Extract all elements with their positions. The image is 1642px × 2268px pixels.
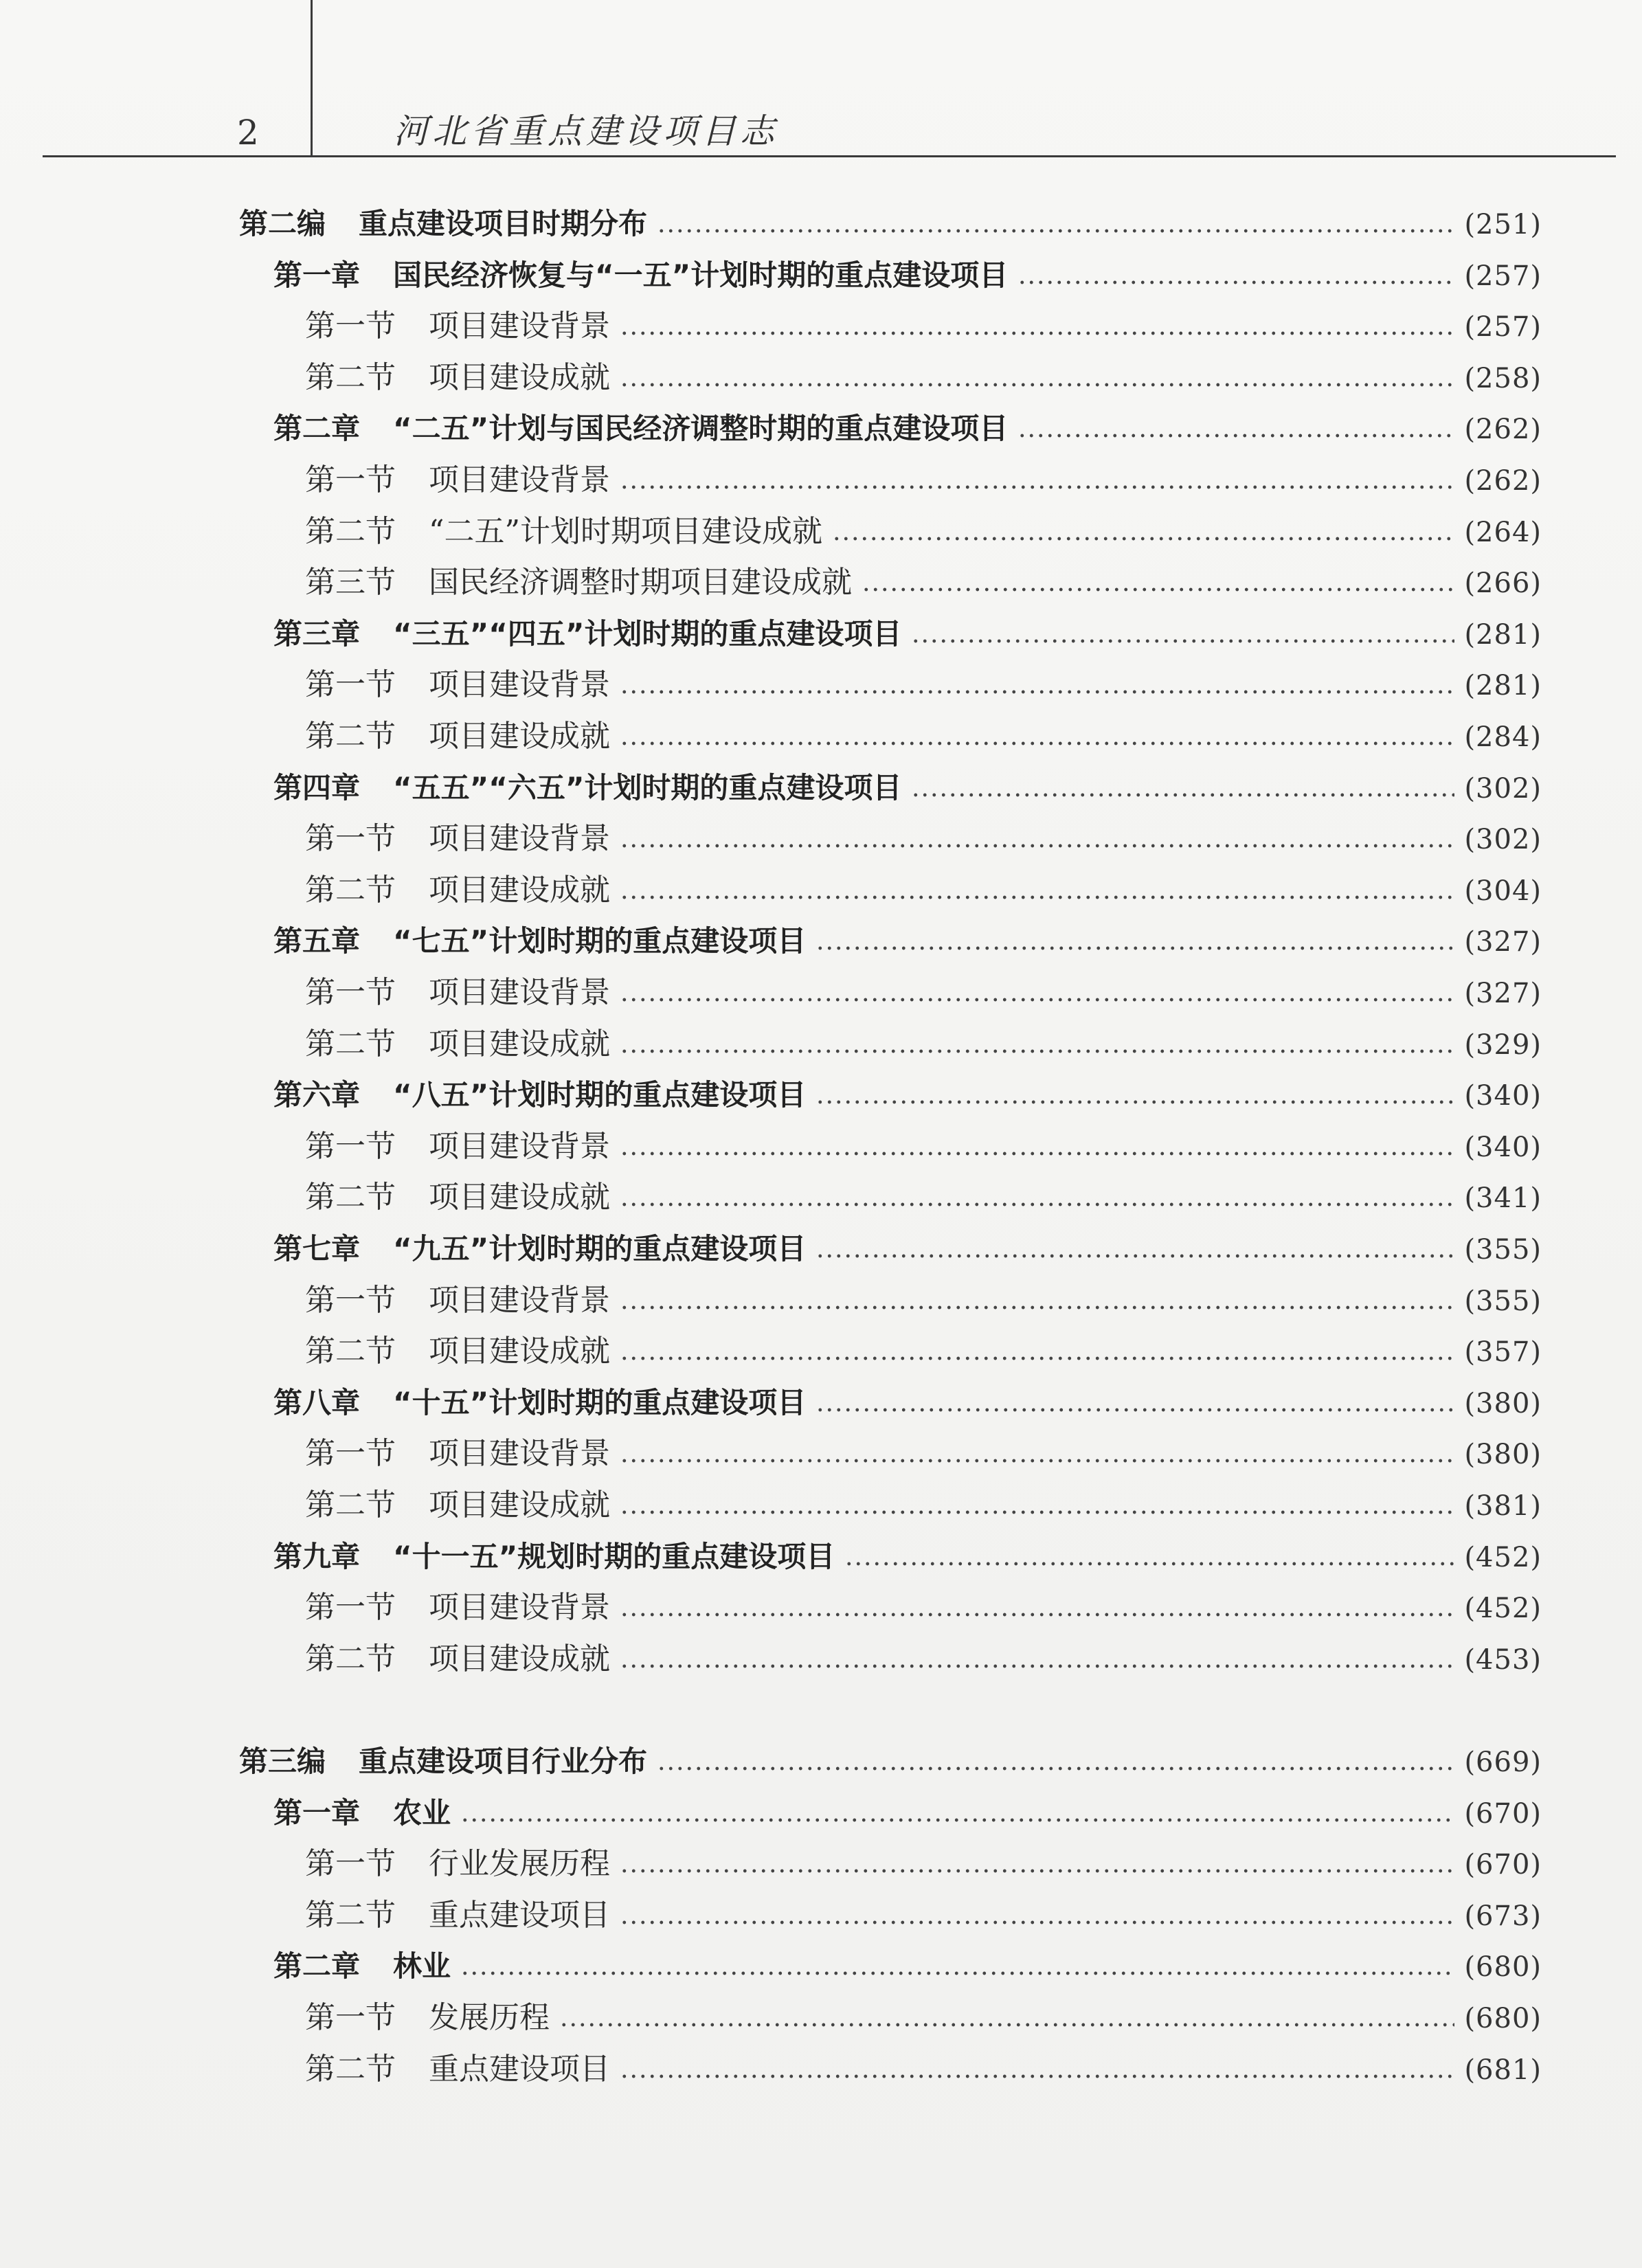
toc-entry-page-number: (266) — [1464, 568, 1542, 600]
dot-leader — [620, 1869, 1454, 1873]
toc-entry-title: “二五”计划时期项目建设成就 — [429, 513, 822, 549]
toc-entry-page-number: (264) — [1464, 516, 1542, 548]
dot-leader — [1017, 434, 1454, 438]
toc-entry-page-number: (341) — [1464, 1182, 1542, 1215]
toc-entry-label — [305, 870, 610, 911]
toc-entry-number: 第二节 — [305, 1026, 396, 1062]
toc-entry-number: 第二节 — [305, 359, 396, 395]
toc-entry-title: “十一五”规划时期的重点建设项目 — [393, 1539, 835, 1573]
dot-leader — [832, 537, 1454, 541]
toc-section-entry — [0, 818, 1642, 860]
toc-entry-page-number: (681) — [1464, 2054, 1542, 2086]
toc-entry-number: 第七章 — [273, 1232, 361, 1266]
toc-section-entry — [0, 1587, 1642, 1628]
toc-entry-title: “八五”计划时期的重点建设项目 — [393, 1078, 807, 1112]
toc-entry-number: 第二节 — [305, 513, 396, 549]
dot-leader — [620, 331, 1454, 335]
toc-entry-label — [305, 1843, 610, 1885]
toc-entry-title: 项目建设背景 — [429, 462, 610, 497]
toc-entry-number: 第二节 — [305, 1641, 396, 1676]
toc-entry-number: 第二编 — [239, 207, 326, 240]
toc-entry-page-number: (284) — [1464, 721, 1542, 753]
toc-entry-title: 项目建设背景 — [429, 821, 610, 857]
toc-entry-label — [305, 972, 610, 1013]
toc-entry-number: 第一节 — [305, 1282, 396, 1318]
toc-entry-number: 第一节 — [305, 1590, 396, 1626]
toc-entry-label — [305, 511, 822, 552]
dot-leader — [911, 793, 1454, 797]
toc-entry-page-number: (680) — [1464, 2003, 1542, 2034]
toc-entry-title: 重点建设项目 — [429, 2051, 610, 2087]
toc-entry-label — [273, 1075, 806, 1116]
toc-entry-page-number: (355) — [1464, 1234, 1542, 1266]
toc-entry-number: 第二节 — [305, 2051, 396, 2087]
toc-entry-title: 项目建设成就 — [429, 1641, 610, 1676]
dot-leader — [620, 2074, 1454, 2078]
toc-entry-label — [305, 562, 852, 603]
toc-entry-page-number: (304) — [1464, 875, 1542, 907]
toc-entry-title: “三五”“四五”计划时期的重点建设项目 — [393, 616, 902, 651]
toc-section-entry — [0, 460, 1642, 501]
toc-entry-number: 第二节 — [305, 1487, 396, 1523]
toc-entry-title: 项目建设成就 — [429, 1487, 610, 1523]
toc-entry-label — [305, 1177, 610, 1218]
toc-entry-label — [305, 1280, 610, 1321]
dot-leader — [657, 229, 1454, 233]
toc-entry-title: 项目建设背景 — [429, 667, 610, 703]
toc-entry-page-number: (355) — [1464, 1285, 1542, 1317]
toc-entry-title: 农业 — [393, 1795, 451, 1830]
toc-entry-number: 第三节 — [305, 565, 396, 600]
toc-entry-label — [305, 1639, 610, 1680]
toc-entry-page-number: (257) — [1464, 260, 1542, 292]
toc-section-entry — [0, 972, 1642, 1013]
toc-entry-label — [273, 1228, 806, 1270]
dot-leader — [620, 741, 1454, 745]
toc-entry-title: 项目建设成就 — [429, 1180, 610, 1215]
toc-entry-number: 第一节 — [305, 462, 396, 497]
toc-entry-page-number: (680) — [1464, 1951, 1542, 1984]
dot-leader — [816, 1408, 1454, 1412]
toc-entry-title: 重点建设项目 — [429, 1897, 610, 1933]
toc-entry-page-number: (452) — [1464, 1541, 1542, 1573]
toc-chapter-entry — [0, 1946, 1642, 1987]
toc-section-entry — [0, 1126, 1642, 1167]
toc-entry-number: 第一节 — [305, 821, 396, 857]
toc-entry-title: 项目建设成就 — [429, 719, 610, 754]
dot-leader — [657, 1766, 1454, 1771]
dot-leader — [620, 690, 1454, 694]
toc-section-entry — [0, 357, 1642, 398]
toc-entry-number: 第二节 — [305, 872, 396, 908]
toc-section-entry — [0, 1639, 1642, 1680]
toc-entry-title: 行业发展历程 — [429, 1846, 610, 1882]
toc-section-entry — [0, 511, 1642, 552]
toc-entry-page-number: (281) — [1464, 618, 1542, 651]
toc-section-entry — [0, 1433, 1642, 1474]
toc-entry-label — [305, 1895, 610, 1936]
toc-entry-title: 项目建设背景 — [429, 1590, 610, 1626]
toc-entry-page-number: (302) — [1464, 772, 1542, 805]
dot-leader — [620, 1049, 1454, 1053]
header-vertical-rule — [311, 0, 313, 157]
toc-entry-label — [305, 1997, 550, 2039]
toc-entry-page-number: (452) — [1464, 1593, 1542, 1625]
dot-leader — [460, 1971, 1454, 1975]
dot-leader — [559, 2023, 1454, 2027]
toc-entry-label — [273, 614, 901, 655]
toc-entry-label — [305, 1587, 610, 1628]
toc-entry-label — [273, 921, 806, 962]
toc-chapter-entry — [0, 255, 1642, 296]
toc-entry-number: 第五章 — [273, 924, 361, 958]
toc-entry-title: 项目建设背景 — [429, 1128, 610, 1164]
toc-entry-title: 项目建设背景 — [429, 308, 610, 344]
toc-entry-page-number: (380) — [1464, 1387, 1542, 1419]
toc-entry-number: 第二节 — [305, 1334, 396, 1369]
toc-entry-title: 项目建设背景 — [429, 1282, 610, 1318]
header-horizontal-rule — [43, 155, 1616, 157]
dot-leader — [816, 1254, 1454, 1258]
toc-entry-number: 第二章 — [273, 1949, 361, 1984]
dot-leader — [620, 1202, 1454, 1206]
dot-leader — [620, 1356, 1454, 1360]
toc-entry-page-number: (670) — [1464, 1849, 1542, 1881]
toc-chapter-entry — [0, 1075, 1642, 1116]
toc-section-entry — [0, 562, 1642, 603]
toc-entry-label — [305, 716, 610, 757]
toc-entry-title: 项目建设成就 — [429, 1026, 610, 1062]
dot-leader — [1017, 280, 1454, 284]
running-head-title: 河北省重点建设项目志 — [394, 111, 778, 151]
toc-entry-page-number: (453) — [1464, 1643, 1542, 1676]
toc-section-entry — [0, 1485, 1642, 1526]
toc-chapter-entry — [0, 1228, 1642, 1270]
dot-leader — [620, 1613, 1454, 1617]
toc-entry-page-number: (673) — [1464, 1900, 1542, 1932]
toc-chapter-entry — [0, 614, 1642, 655]
toc-entry-title: 项目建设背景 — [429, 1436, 610, 1472]
toc-entry-label — [305, 818, 610, 860]
toc-entry-page-number: (327) — [1464, 978, 1542, 1009]
dot-leader — [844, 1562, 1454, 1566]
toc-entry-page-number: (262) — [1464, 465, 1542, 497]
toc-entry-label — [305, 1433, 610, 1474]
toc-section-entry — [0, 1331, 1642, 1372]
toc-section-entry — [0, 1024, 1642, 1065]
toc-entry-number: 第八章 — [273, 1385, 361, 1419]
dot-leader — [620, 383, 1454, 387]
toc-entry-page-number: (340) — [1464, 1080, 1542, 1112]
toc-section-entry — [0, 1843, 1642, 1885]
toc-chapter-entry — [0, 1793, 1642, 1834]
dot-leader — [816, 946, 1454, 950]
dot-leader — [620, 998, 1454, 1002]
toc-entry-label — [305, 2049, 610, 2090]
toc-section-entry — [0, 870, 1642, 911]
toc-entry-number: 第一节 — [305, 308, 396, 344]
toc-entry-label — [305, 357, 610, 398]
toc-entry-number: 第一节 — [305, 1846, 396, 1882]
toc-entry-label — [273, 255, 1008, 296]
toc-entry-number: 第一节 — [305, 1436, 396, 1472]
dot-leader — [620, 1510, 1454, 1514]
toc-entry-number: 第一章 — [273, 258, 361, 292]
toc-entry-page-number: (670) — [1464, 1797, 1542, 1830]
toc-section-entry — [0, 306, 1642, 347]
toc-entry-number: 第三编 — [239, 1744, 326, 1778]
toc-entry-title: 林业 — [393, 1949, 451, 1984]
toc-entry-number: 第九章 — [273, 1539, 361, 1573]
toc-entry-title: “七五”计划时期的重点建设项目 — [393, 924, 807, 958]
toc-chapter-entry — [0, 1536, 1642, 1578]
toc-entry-page-number: (281) — [1464, 670, 1542, 702]
toc-entry-title: “二五”计划与国民经济调整时期的重点建设项目 — [393, 412, 1009, 446]
dot-leader — [620, 844, 1454, 848]
toc-entry-label — [273, 1793, 451, 1834]
toc-entry-page-number: (302) — [1464, 824, 1542, 856]
toc-entry-number: 第四章 — [273, 770, 361, 805]
toc-entry-title: “五五”“六五”计划时期的重点建设项目 — [393, 770, 902, 805]
dot-leader — [620, 1305, 1454, 1310]
dot-leader — [816, 1100, 1454, 1104]
dot-leader — [620, 1152, 1454, 1156]
toc-entry-title: 国民经济恢复与“一五”计划时期的重点建设项目 — [393, 258, 1009, 292]
toc-entry-label — [305, 1331, 610, 1372]
dot-leader — [460, 1818, 1454, 1822]
toc-entry-page-number: (327) — [1464, 926, 1542, 958]
toc-section-entry — [0, 1895, 1642, 1936]
toc-entry-number: 第二节 — [305, 1897, 396, 1933]
toc-entry-label — [305, 306, 610, 347]
toc-entry-number: 第一章 — [273, 1795, 361, 1830]
toc-entry-number: 第一节 — [305, 2000, 396, 2035]
toc-entry-title: 项目建设成就 — [429, 1334, 610, 1369]
toc-entry-number: 第三章 — [273, 616, 361, 651]
toc-entry-label — [273, 1946, 451, 1987]
toc-entry-label — [305, 1485, 610, 1526]
toc-entry-title: 重点建设项目行业分布 — [359, 1744, 648, 1778]
dot-leader — [620, 1920, 1454, 1924]
dot-leader — [620, 1459, 1454, 1463]
toc-entry-label — [305, 1126, 610, 1167]
dot-leader — [620, 1664, 1454, 1668]
toc-entry-number: 第一节 — [305, 975, 396, 1010]
toc-entry-page-number: (262) — [1464, 414, 1542, 446]
toc-section-entry — [0, 1280, 1642, 1321]
toc-entry-title: 国民经济调整时期项目建设成就 — [429, 565, 852, 600]
toc-entry-page-number: (329) — [1464, 1029, 1542, 1061]
toc-entry-label — [239, 1741, 647, 1782]
page-number: 2 — [237, 113, 259, 153]
dot-leader — [911, 639, 1454, 643]
toc-chapter-entry — [0, 767, 1642, 809]
toc-entry-label — [305, 664, 610, 706]
toc-entry-page-number: (251) — [1464, 209, 1542, 240]
toc-entry-page-number: (669) — [1464, 1747, 1542, 1778]
dot-leader — [620, 485, 1454, 489]
toc-entry-label — [273, 1536, 835, 1578]
toc-entry-label — [273, 408, 1008, 449]
toc-chapter-entry — [0, 408, 1642, 449]
toc-entry-title: 项目建设成就 — [429, 359, 610, 395]
toc-entry-label — [305, 1024, 610, 1065]
toc-entry-page-number: (357) — [1464, 1336, 1542, 1369]
toc-entry-title: “十五”计划时期的重点建设项目 — [393, 1385, 807, 1419]
toc-entry-page-number: (340) — [1464, 1131, 1542, 1163]
toc-section-entry — [0, 664, 1642, 706]
toc-entry-title: “九五”计划时期的重点建设项目 — [393, 1232, 807, 1266]
toc-entry-title: 发展历程 — [429, 2000, 550, 2035]
toc-chapter-entry — [0, 921, 1642, 962]
toc-chapter-entry — [0, 1382, 1642, 1424]
toc-entry-number: 第一节 — [305, 667, 396, 703]
toc-entry-number: 第二节 — [305, 719, 396, 754]
toc-section-entry — [0, 1177, 1642, 1218]
toc-entry-page-number: (381) — [1464, 1490, 1542, 1522]
toc-entry-label — [239, 203, 647, 245]
toc-entry-title: 重点建设项目时期分布 — [359, 207, 648, 240]
dot-leader — [862, 587, 1454, 592]
toc-part-entry — [0, 203, 1642, 245]
toc-part-entry — [0, 1741, 1642, 1782]
toc-entry-title: 项目建设背景 — [429, 975, 610, 1010]
toc-entry-page-number: (380) — [1464, 1439, 1542, 1471]
toc-entry-number: 第二节 — [305, 1180, 396, 1215]
toc-entry-title: 项目建设成就 — [429, 872, 610, 908]
toc-entry-number: 第二章 — [273, 412, 361, 446]
toc-entry-number: 第六章 — [273, 1078, 361, 1112]
toc-entry-page-number: (258) — [1464, 362, 1542, 394]
toc-entry-label — [273, 767, 901, 809]
dot-leader — [620, 895, 1454, 899]
toc-entry-number: 第一节 — [305, 1128, 396, 1164]
toc-entry-page-number: (257) — [1464, 311, 1542, 344]
toc-entry-label — [305, 460, 610, 501]
toc-section-entry — [0, 1997, 1642, 2039]
toc-section-entry — [0, 2049, 1642, 2090]
toc-section-entry — [0, 716, 1642, 757]
toc-entry-label — [273, 1382, 806, 1424]
